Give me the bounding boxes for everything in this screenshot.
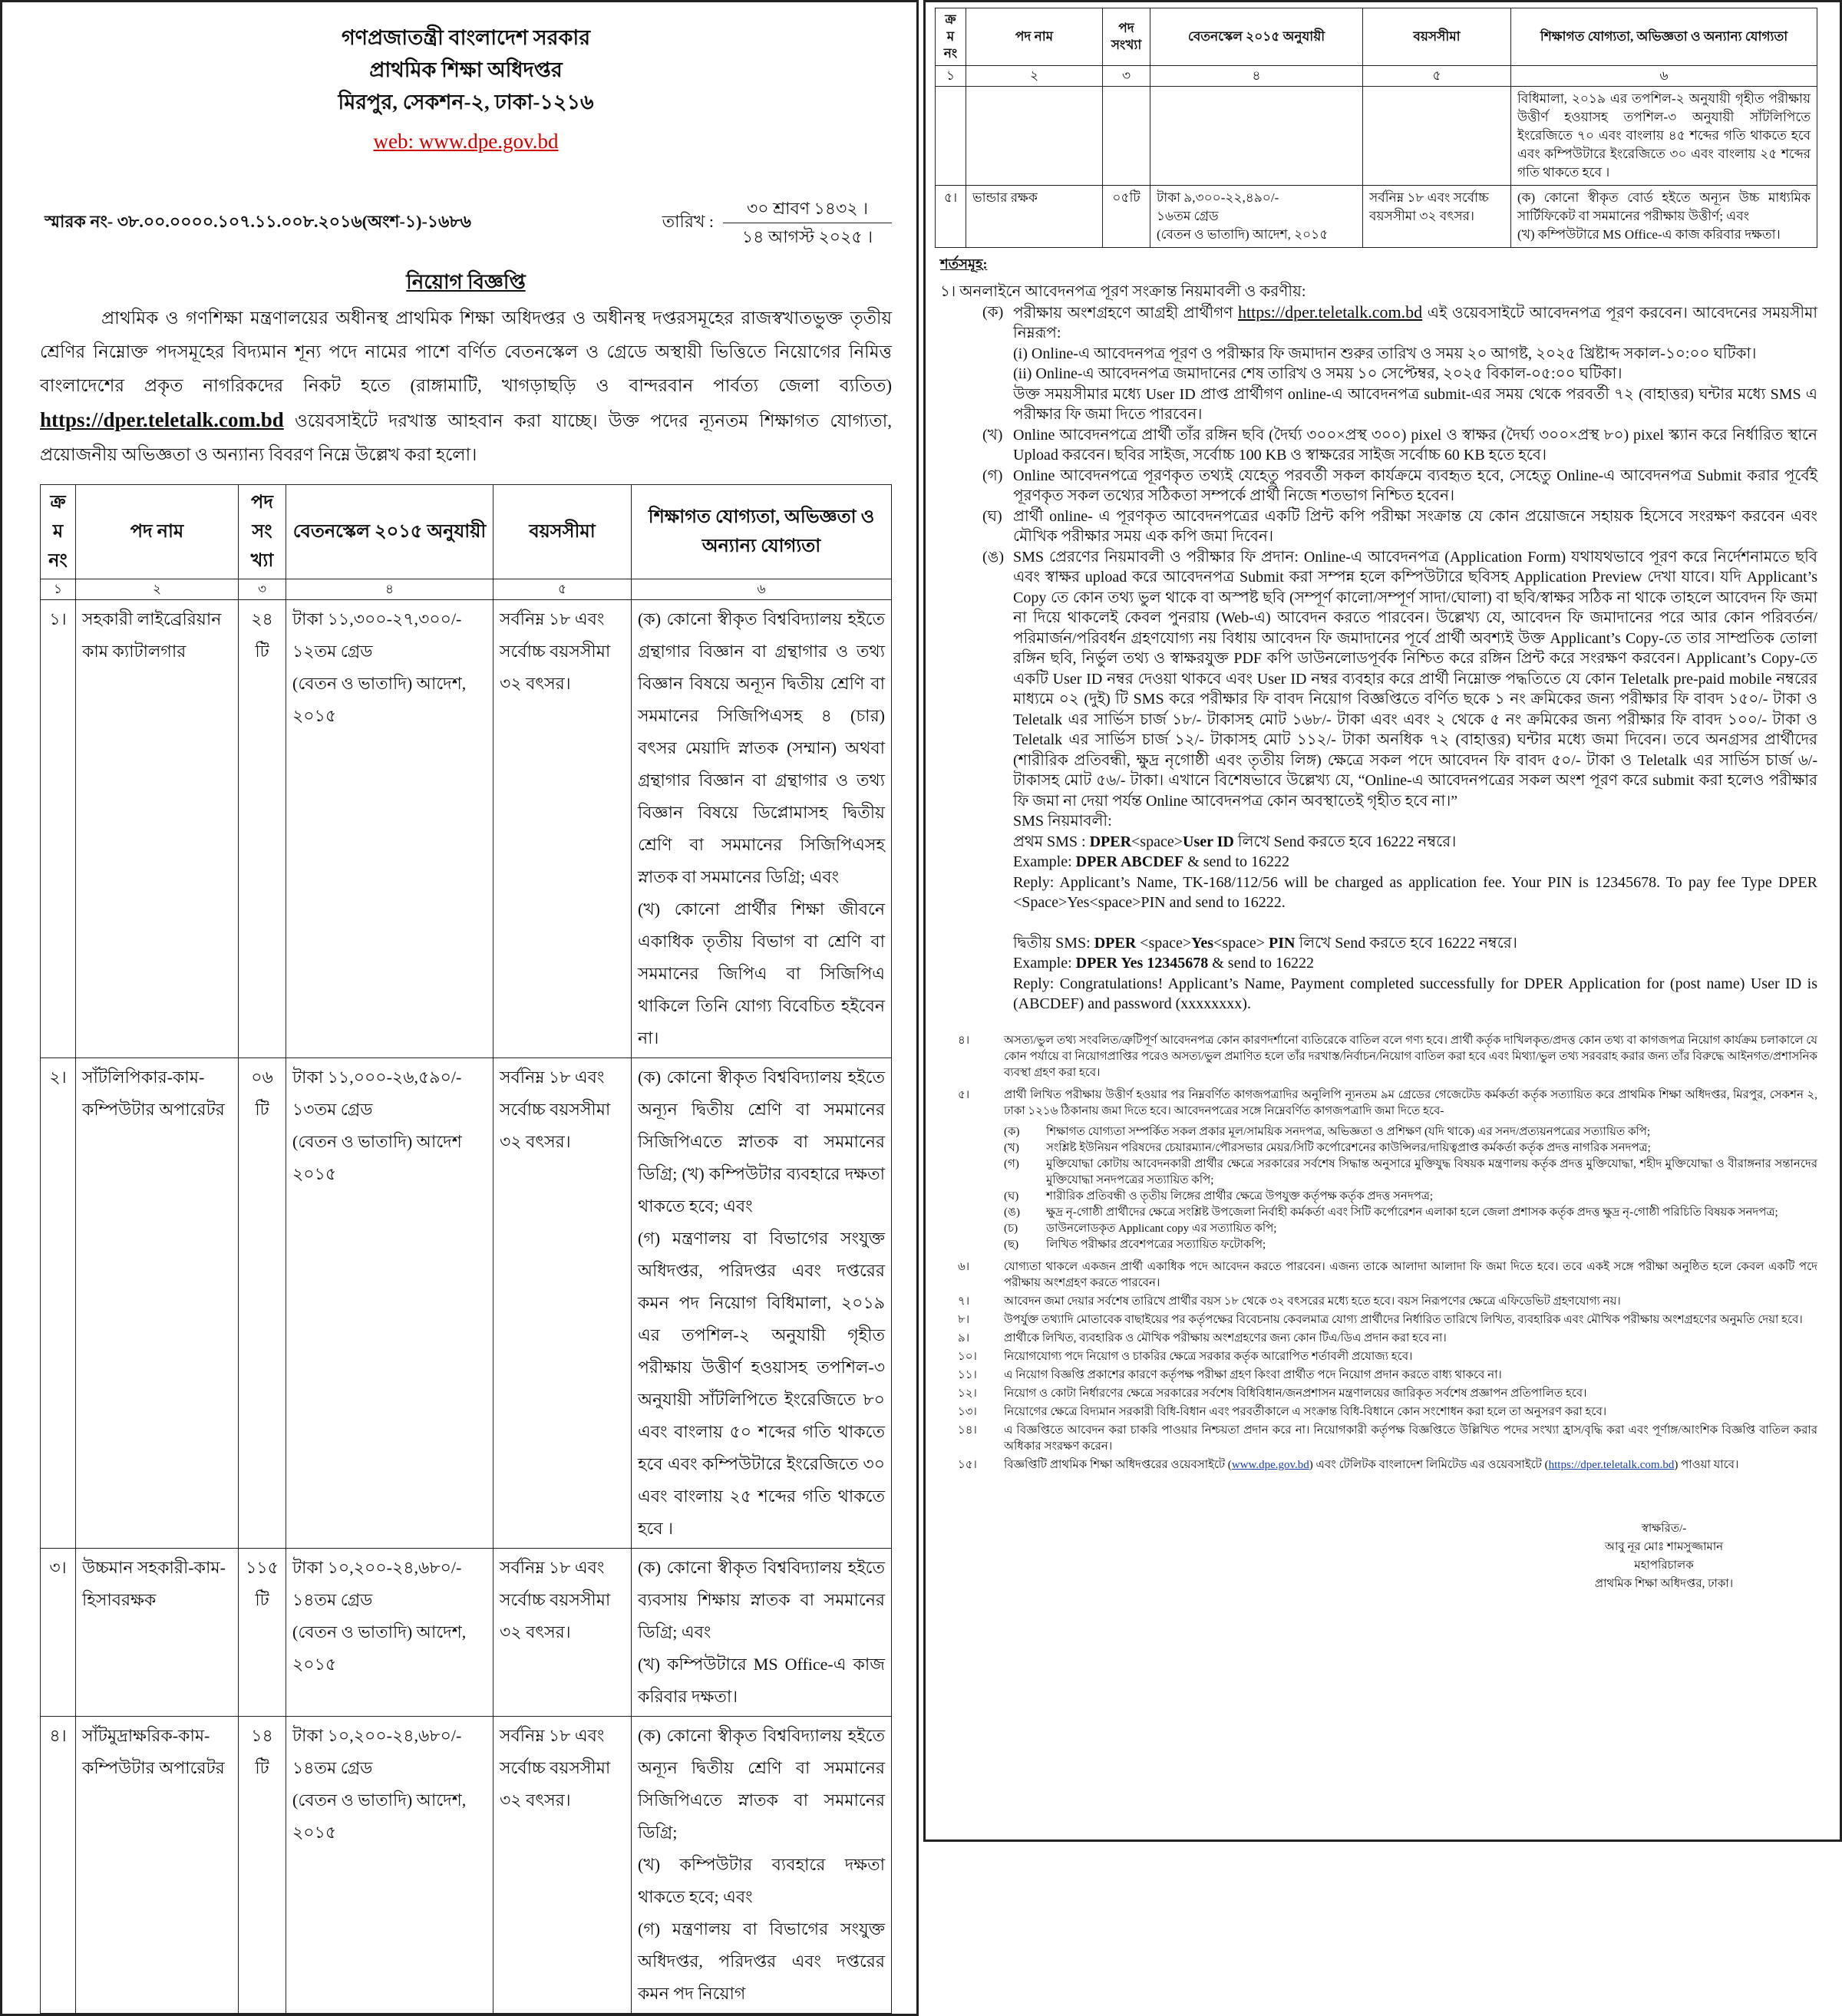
signatory-office: প্রাথমিক শিক্ষা অধিদপ্তর, ঢাকা।	[1594, 1577, 1734, 1590]
post-name: সহকারী লাইব্রেরিয়ান কাম ক্যাটালগার	[76, 600, 239, 1058]
pay-line: (বেতন ও ভাতাদি) আদেশ, ২০১৫	[1157, 227, 1329, 242]
signed-label: স্বাক্ষরিত/-	[1641, 1522, 1687, 1535]
letterhead	[40, 2, 892, 157]
intro-text-end: ওয়েবসাইটে দরখাস্ত আহবান করা যাচ্ছে। উক্ত পদের ন্যূনতম শিক্ষাগত যোগ্যতা, প্রয়োজনীয় অভিজ্ঞতা ও অন্যান্য বিবরণ নিম্নে উল্লেখ করা হলো।	[40, 411, 892, 464]
signatory-name: আবু নূর মোঃ শামসুজ্জামান	[1604, 1540, 1724, 1553]
sms-fee-deadline: উক্ত সময়সীমার মধ্যে User ID প্রাপ্ত প্রার্থীগণ online-এ আবেদনপত্র submit-এর সময় থেকে পরবর্তী ৭২ (বাহাত্তর) ঘন্টার মধ্যে SMS এ পরীক্ষার ফি জমা দিতে পারবেন।	[1013, 385, 1817, 423]
condition-item	[958, 1368, 1817, 1384]
column-header: বয়সসীমা	[1363, 8, 1511, 66]
posts-table-continued	[935, 8, 1817, 248]
pay-line: টাকা ৯,৩০০-২২,৪৯০/-	[1157, 190, 1279, 205]
condition-item	[958, 1386, 1817, 1402]
ka-text-end: এই ওয়েবসাইটে আবেদনপত্র পূরণ করবেন। আবেদনের সময়সীমা নিম্নরূপ:	[1013, 304, 1818, 341]
item-label: (ছ)	[1004, 1238, 1019, 1251]
start-date: (i) Online-এ আবেদনপত্র পূরণ ও পরীক্ষার ফি জমাদান শুরুর তারিখ ও সময় ২০ আগষ্ট, ২০২৫ খ্রিষ্টাব্দ সকাল-১০:০০ ঘটিকা।	[1013, 345, 1757, 362]
table-row	[41, 1717, 892, 2014]
item-text: Online আবেদনপত্রে প্রার্থী তাঁর রঙ্গিন ছবি (দৈর্ঘ্য ৩০০×প্রস্থ ৩০০) pixel ও স্বাক্ষর (দৈর্ঘ্য ৩০০×প্রস্থ ৮০) pixel স্ক্যান করে নির্ধারিত স্থানে Upload করবেন। ছবির সাইজ, সর্বোচ্চ 100 KB ও স্বাক্ষরের সাইজ সর্বোচ্চ 60 KB হতে হবে।	[1013, 426, 1817, 464]
condition-text: নিয়োগের ক্ষেত্রে বিদ্যমান সরকারী বিধি-বিধান এবং পরবর্তীকালে এ সংক্রান্ত বিধি-বিধানে কোন সংশোধন করা হলে তা অনুসরণ করা হবে।	[1004, 1405, 1607, 1418]
column-number: ৬	[1511, 66, 1817, 87]
memo-row	[40, 195, 892, 251]
pay-scale	[1150, 186, 1363, 248]
signatory-designation: মহাপরিচালক	[1634, 1559, 1694, 1572]
document-item	[1004, 1221, 1817, 1237]
column-number: ৫	[1363, 66, 1511, 87]
date-english: ১৪ আগস্ট ২০২৫ ।	[741, 227, 873, 246]
pay-line: ১২তম গ্রেড	[292, 642, 373, 661]
signature-block	[1549, 1519, 1779, 1593]
qualification-item: (খ) কম্পিউটারে MS Office-এ কাজ করিবার দক্ষতা।	[1517, 227, 1781, 242]
age-limit: সর্বনিম্ন ১৮ এবং সর্বোচ্চ বয়সসীমা ৩২ বৎসর।	[494, 1058, 632, 1549]
item-text: মুক্তিযোদ্ধা কোটায় আবেদনকারী প্রার্থীর ক্ষেত্রে সরকারের সর্বশেষ সিদ্ধান্ত অনুসারে মুক্তিযুদ্ধ বিষয়ক মন্ত্রণালয় কর্তৃক প্রদত্ত মুক্তিযোদ্ধা, শহীদ মুক্তিযোদ্ধা ও বীরাঙ্গনার সন্তানদের মুক্তিযোদ্ধা সনদপত্রের সত্যায়িত কপি;	[1046, 1157, 1817, 1186]
serial: ৫।	[936, 186, 966, 248]
qualification	[632, 1058, 892, 1549]
pay-line: টাকা ১০,২০০-২৪,৬৮০/-	[292, 1558, 462, 1577]
table-row-continued	[936, 87, 1817, 186]
qualification	[632, 1717, 892, 2014]
item-label: (ঘ)	[982, 507, 1002, 525]
pay-line: টাকা ১০,২০০-২৪,৬৮০/-	[292, 1726, 462, 1745]
condition-item	[958, 1404, 1817, 1420]
qualification-item: (গ) মন্ত্রণালয় বা বিভাগের সংযুক্ত অধিদপ্তর, পরিদপ্তর এবং দপ্তরের কমন পদ নিয়োগ বিধিমালা, ২০১৯ এর তপশিল-২ অনুযায়ী গৃহীত পরীক্ষায় উত্তীর্ণ হওয়াসহ তপশিল-৩ অনুযায়ী সাঁটলিপিতে ইংরেজিতে ৮০ এবং বাংলায় ৫০ শব্দের গতি থাকতে হবে এবং কম্পিউটারে ইংরেজিতে ৩০ এবং বাংলায় ২৫ শব্দের গতি থাকতে হবে ।	[638, 1229, 885, 1538]
date-block	[662, 195, 892, 251]
qualification-item: (ক) কোনো স্বীকৃত বিশ্ববিদ্যালয় হইতে অন্যূন দ্বিতীয় শ্রেণি বা সমমানের সিজিপিএতে স্নাতক বা সমমানের ডিগ্রি; (খ) কম্পিউটার ব্যবহারে দক্ষতা থাকতে হবে; এবং	[638, 1067, 885, 1216]
column-header: ক্রম নং	[41, 485, 76, 579]
document-item	[1004, 1237, 1817, 1253]
condition-text: যোগ্যতা থাকলে একজন প্রার্থী একাধিক পদে আবেদন করতে পারবেন। এজন্য তাকে আলাদা আলাদা ফি জমা দিতে হবে। তবে একই সঙ্গে পরীক্ষা অনুষ্ঠিত হলে কেবল একটি পদে পরীক্ষায় অংশগ্রহণ করতে পারবেন।	[1004, 1260, 1817, 1289]
condition-text: এ নিয়োগ বিজ্ঞপ্তি প্রকাশের কারণে কর্তৃপক্ষ পরীক্ষা গ্রহণ কিংবা প্রার্থীত পদে নিয়োগ প্রদান করতে বাধ্য থাকবে না।	[1004, 1368, 1502, 1381]
date-label: তারিখ :	[662, 212, 714, 231]
item-label: (ঘ)	[1004, 1189, 1019, 1203]
qualification-continued: বিধিমালা, ২০১৯ এর তপশিল-২ অনুযায়ী গৃহীত পরীক্ষায় উত্তীর্ণ হওয়াসহ তপশিল-৩ অনুযায়ী সাঁটলিপিতে ইংরেজিতে ৭০ এবং বাংলায় ৪৫ শব্দের গতি থাকতে হবে এবং কম্পিউটারে ইংরেজিতে ৩০ এবং বাংলায় ২৫ শব্দের গতি থাকতে হবে ।	[1511, 87, 1817, 186]
item-text: Online আবেদনপত্রে পূরণকৃত তথ্যই যেহেতু পরবর্তী সকল কার্যক্রমে ব্যবহৃত হবে, সেহেতু Online-এ আবেদনপত্র Submit করার পূর্বেই পূরণকৃত সকল তথ্যের সঠিকতা সম্পর্কে প্রার্থী নিজে শতভাগ নিশ্চিত হবেন।	[1013, 467, 1817, 504]
table-row	[936, 186, 1817, 248]
table-header-row	[41, 485, 892, 579]
post-count: ০৬টি	[239, 1058, 286, 1549]
condition-text: আবেদন জমা দেয়ার সর্বশেষ তারিখে প্রার্থীর বয়স ১৮ থেকে ৩২ বৎসরের মধ্যে হতে হবে। বয়স নিরূপণের ক্ষেত্রে এফিডেভিট গ্রহণযোগ্য নয়।	[1004, 1295, 1621, 1308]
dpe-link[interactable]: www.dpe.gov.bd	[1231, 1458, 1309, 1471]
item-text: ডাউনলোডকৃত Applicant copy এর সত্যায়িত কপি;	[1046, 1222, 1277, 1235]
first-sms-reply: Reply: Applicant’s Name, TK-168/112/56 will be charged as application fee. Your PIN is 12345678. To pay fee Type DPER <Space>Yes<space>PIN and send to 16222.	[1013, 873, 1817, 911]
teletalk-link[interactable]: https://dper.teletalk.com.bd	[1238, 302, 1423, 322]
column-number: ১	[41, 579, 76, 600]
age-limit: সর্বনিম্ন ১৮ এবং সর্বোচ্চ বয়সসীমা ৩২ বৎসর।	[1363, 186, 1511, 248]
condition-text: এ বিজ্ঞপ্তিতে আবেদন করা চাকরি পাওয়ার নিশ্চয়তা প্রদান করে না। নিয়োগকারী কর্তৃপক্ষ বিজ্ঞপ্তিতে উল্লিখিত পদের সংখ্যা হ্রাস/বৃদ্ধি করা এবং পূর্ণাঙ্গ/আংশিক বিজ্ঞপ্তি বাতিল করার অধিকার সংরক্ষণ করেন।	[1004, 1424, 1817, 1453]
notice-page-2	[923, 0, 1842, 1842]
posts-table	[40, 484, 892, 2014]
table-row	[41, 1549, 892, 1717]
table-header-row	[936, 8, 1817, 66]
column-number-row	[936, 66, 1817, 87]
table-row	[41, 600, 892, 1058]
column-number: ৩	[239, 579, 286, 600]
column-number-row	[41, 579, 892, 600]
pay-scale	[286, 1717, 494, 2014]
sms-rules	[940, 811, 1817, 1015]
item-label: (গ)	[1004, 1157, 1019, 1170]
column-number: ৬	[632, 579, 892, 600]
teletalk-link[interactable]: https://dper.teletalk.com.bd	[1548, 1458, 1675, 1471]
pay-scale	[286, 1058, 494, 1549]
item-label: (খ)	[982, 426, 1003, 444]
item-text: সংশ্লিষ্ট ইউনিয়ন পরিষদের চেয়ারম্যান/পৌরসভার মেয়র/সিটি কর্পোরেশনের কাউন্সিলর/দায়িত্বপ্রাপ্ত কর্মকর্তা কর্তৃক প্রদত্ত নাগরিক সনদপত্র;	[1046, 1141, 1651, 1154]
column-header: পদ নাম	[966, 8, 1103, 66]
condition-number: ১১।	[958, 1368, 977, 1381]
pay-line: ১৩তম গ্রেড	[292, 1100, 373, 1119]
web-link[interactable]: web: www.dpe.gov.bd	[373, 130, 559, 153]
item-label: (খ)	[1004, 1141, 1019, 1154]
document-item	[1004, 1205, 1817, 1221]
ka-text: পরীক্ষায় অংশগ্রহণে আগ্রহী প্রার্থীগণ	[1013, 304, 1233, 322]
conditions-heading: শর্তসমূহ:	[940, 256, 988, 272]
serial: ৪।	[41, 1717, 76, 2014]
notice-page-1	[0, 0, 919, 2016]
condition-text: নিয়োগ ও কোটা নির্ধারণের ক্ষেত্রে সরকারের সর্বশেষ বিধিবিধান/জনপ্রশাসন মন্ত্রণালয়ের জারিকৃত সর্বশেষ প্রজ্ঞাপন প্রতিপালিত হবে।	[1004, 1387, 1587, 1400]
item-text: শিক্ষাগত যোগ্যতা সম্পর্কিত সকল প্রকার মূল/সাময়িক সনদপত্র, অভিজ্ঞতা ও প্রশিক্ষণ (যদি থাকে) এর সনদ/প্রত্যয়নপত্রের সত্যায়িত কপি;	[1046, 1125, 1651, 1138]
memo-number: স্মারক নং- ৩৮.০০.০০০০.১০৭.১১.০০৮.২০১৬(অংশ-১)-১৬৮৬	[45, 212, 471, 231]
column-header: ক্রম নং	[936, 8, 966, 66]
condition-1-item	[940, 506, 1817, 547]
first-sms: প্রথম SMS : DPER<space>User ID লিখে Send করতে হবে 16222 নম্বরে।	[1013, 833, 1457, 850]
qualification	[1511, 186, 1817, 248]
condition-item	[958, 1312, 1817, 1328]
document-item	[1004, 1156, 1817, 1189]
condition-number: ৯।	[958, 1331, 970, 1345]
condition-1-item	[940, 466, 1817, 506]
second-sms-example: Example: DPER Yes 12345678 & send to 16222	[1013, 955, 1315, 972]
condition-5: ৫। প্রার্থী লিখিত পরীক্ষায় উত্তীর্ণ হওয়ার পর নিম্নবর্ণিত কাগজপত্রাদির অনুলিপি ন্যূনতম ৯ম গ্রেডের গেজেটেড কর্মকর্তা কর্তৃক সত্যায়িত করে প্রাথমিক শিক্ষা অধিদপ্তর, মিরপুর, সেকশন ২, ঢাকা ১২১৬ ঠিকানায় জমা দিতে হবে। আবেদনপত্রের সঙ্গে নিম্নেবর্ণিত কাগজপত্রাদি জমা দিতে হবে-	[958, 1088, 1817, 1117]
condition-number: ১০।	[958, 1350, 977, 1363]
condition-number: ১৩।	[958, 1405, 977, 1418]
column-header: শিক্ষাগত যোগ্যতা, অভিজ্ঞতা ও অন্যান্য যোগ্যতা	[632, 485, 892, 579]
qualification-item: (ক) কোনো স্বীকৃত বিশ্ববিদ্যালয় হইতে অন্যূন দ্বিতীয় শ্রেণি বা সমমানের সিজিপিএতে স্নাতক বা সমমানের ডিগ্রি;	[638, 1726, 885, 1842]
pay-line: (বেতন ও ভাতাদি) আদেশ, ২০১৫	[292, 1622, 467, 1674]
table-row	[41, 1058, 892, 1549]
item-label: (ক)	[982, 303, 1004, 321]
condition-number: ৮।	[958, 1313, 970, 1326]
column-number: ৩	[1103, 66, 1150, 87]
pay-scale	[286, 600, 494, 1058]
intro-paragraph	[40, 302, 892, 472]
condition-4: ৪। অসত্য/ভুল তথ্য সংবলিত/ত্রুটিপূর্ণ আবেদনপত্র কোন কারণদর্শানো ব্যতিরেকে বাতিল বলে গণ্য হবে। প্রার্থী কর্তৃক দাখিলকৃত/প্রদত্ত কোন তথ্য বা কাগজপত্র নিয়োগ কার্যক্রম চলাকালে যে কোন পর্যায়ে বা নিয়োগপ্রাপ্তির পরেও অসত্য/ভুল প্রমাণিত হলে তাঁর দরখাস্ত/নির্বাচন/নিয়োগ বাতিল করা হবে এবং মিথ্যা/ভুল তথ্য সরবরাহ করার জন্য তাঁর বিরুদ্ধে আইনগত/প্রশাসনিক ব্যবস্থা গ্রহণ করা হবে।	[958, 1034, 1817, 1079]
pay-line: টাকা ১১,৩০০-২৭,৩০০/-	[292, 609, 462, 629]
condition-item	[958, 1294, 1817, 1310]
column-number: ৫	[494, 579, 632, 600]
office-name: প্রাথমিক শিক্ষা অধিদপ্তর	[369, 58, 563, 81]
pay-line: ১৬তম গ্রেড	[1157, 209, 1219, 223]
column-header: পদ সংখ্যা	[239, 485, 286, 579]
condition-1-ka	[940, 302, 1817, 425]
item-text: প্রার্থী online- এ পূরণকৃত আবেদনপত্রের একটি প্রিন্ট কপি পরীক্ষা সংক্রান্ত যে কোন প্রয়োজনে সহায়ক হিসেবে সংরক্ষণ করবেন এবং মৌখিক পরীক্ষার সময় এক কপি জমা দিবেন।	[1013, 507, 1817, 545]
pay-line: (বেতন ও ভাতাদি) আদেশ ২০১৫	[292, 1132, 462, 1183]
office-address: মিরপুর, সেকশন-২, ঢাকা-১২১৬	[338, 91, 594, 114]
pay-line: ১৪তম গ্রেড	[292, 1590, 373, 1609]
qualification-item: (ক) কোনো স্বীকৃত বিশ্ববিদ্যালয় হইতে ব্যবসায় শিক্ষায় স্নাতক বা সমমানের ডিগ্রি; এবং	[638, 1558, 885, 1642]
pay-scale	[286, 1549, 494, 1717]
gov-name: গণপ্রজাতন্ত্রী বাংলাদেশ সরকার	[341, 26, 591, 49]
teletalk-link[interactable]: https://dper.teletalk.com.bd	[40, 408, 284, 431]
condition-text: নিয়োগযোগ্য পদে নিয়োগ ও চাকরির ক্ষেত্রে সরকার কর্তৃক আরোপিত শর্তাবলী প্রযোজ্য হবে।	[1004, 1350, 1413, 1363]
condition-item	[958, 1331, 1817, 1347]
sms-rules-title: SMS নিয়মাবলী:	[1013, 813, 1112, 830]
qualification-item: (খ) কম্পিউটার ব্যবহারে দক্ষতা থাকতে হবে; এবং	[638, 1855, 885, 1906]
item-label: (চ)	[1004, 1222, 1018, 1235]
qualification-item: (খ) কম্পিউটারে MS Office-এ কাজ করিবার দক্ষতা।	[638, 1655, 885, 1706]
column-number: ৪	[286, 579, 494, 600]
condition-1-title: ১। অনলাইনে আবেদনপত্র পূরণ সংক্রান্ত নিয়মাবলী ও করণীয়:	[940, 283, 1306, 300]
condition-text: প্রার্থীকে লিখিত, ব্যবহারিক ও মৌখিক পরীক্ষায় অংশগ্রহণের জন্য কোন টিএ/ডিএ প্রদান করা হবে না।	[1004, 1331, 1447, 1345]
column-number: ২	[76, 579, 239, 600]
pay-line: টাকা ১১,০০০-২৬,৫৯০/-	[292, 1067, 462, 1087]
end-date: (ii) Online-এ আবেদনপত্র জমাদানের শেষ তারিখ ও সময় ১০ সেপ্টেম্বর, ২০২৫ বিকাল-০৫:০০ ঘটিকা।	[1013, 365, 1622, 382]
column-header: পদ সংখ্যা	[1103, 8, 1150, 66]
column-header: বেতনস্কেল ২০১৫ অনুযায়ী	[286, 485, 494, 579]
column-number: ৪	[1150, 66, 1363, 87]
condition-number: ৬।	[958, 1260, 970, 1273]
post-count: ২৪ টি	[239, 600, 286, 1058]
post-count: ১৪টি	[239, 1717, 286, 2014]
pay-line: (বেতন ও ভাতাদি) আদেশ, ২০১৫	[292, 1790, 467, 1842]
serial: ২।	[41, 1058, 76, 1549]
condition-item	[958, 1259, 1817, 1292]
pay-line: ১৪তম গ্রেড	[292, 1758, 373, 1777]
column-header: শিক্ষাগত যোগ্যতা, অভিজ্ঞতা ও অন্যান্য যোগ্যতা	[1511, 8, 1817, 66]
item-text: ক্ষুদ্র নৃ-গোষ্ঠী প্রার্থীদের ক্ষেত্রে সংশ্লিষ্ট উপজেলা নির্বাহী কর্মকর্তা এবং সিটি কর্পোরেশন এলাকা হলে জেলা প্রশাসক কর্তৃক প্রদত্ত ক্ষুদ্র নৃ-গোষ্ঠী পরিচিতি বিষয়ক সনদপত্র;	[1046, 1206, 1778, 1219]
column-number: ২	[966, 66, 1103, 87]
qualification-item: (ক) কোনো স্বীকৃত বিশ্ববিদ্যালয় হইতে গ্রন্থাগার বিজ্ঞান বা গ্রন্থাগার ও তথ্য বিজ্ঞান বিষয়ে অন্যূন দ্বিতীয় শ্রেণি বা সমমানের সিজিপিএসহ ৪ (চার) বৎসর মেয়াদি স্নাতক (সম্মান) অথবা গ্রন্থাগার বিজ্ঞান বা গ্রন্থাগার ও তথ্য বিজ্ঞান বিষয়ে ডিপ্লোমাসহ দ্বিতীয় শ্রেণি বা সমমানের সিজিপিএসহ স্নাতক বা সমমানের ডিগ্রি; এবং	[638, 609, 885, 886]
post-name: উচ্চমান সহকারী-কাম- হিসাবরক্ষক	[76, 1549, 239, 1717]
conditions-rest	[958, 1033, 1817, 1473]
pay-line: (বেতন ও ভাতাদি) আদেশ, ২০১৫	[292, 674, 467, 725]
qualification	[632, 600, 892, 1058]
qualification	[632, 1549, 892, 1717]
column-header: বেতনস্কেল ২০১৫ অনুযায়ী	[1150, 8, 1363, 66]
condition-1-item	[940, 547, 1817, 812]
intro-text: প্রাথমিক ও গণশিক্ষা মন্ত্রণালয়ের অধীনস্থ প্রাথমিক শিক্ষা অধিদপ্তর ও অধীনস্থ দপ্তরসমূহের রাজস্বখাতভুক্ত তৃতীয় শ্রেণির নিম্নোক্ত পদসমূহের বিদ্যমান শূন্য পদে নামের পাশে বর্ণিত বেতনস্কেল ও গ্রেডে অস্থায়ী ভিত্তিতে নিয়োগের নিমিত্ত বাংলাদেশের প্রকৃত নাগরিকদের নিকট হতে (রাঙ্গামাটি, খাগড়াছড়ি ও বান্দরবান পার্বত্য জেলা ব্যতিত)	[40, 309, 892, 395]
date-bengali: ৩০ শ্রাবণ ১৪৩২ ।	[723, 195, 892, 223]
condition-item	[958, 1423, 1817, 1455]
condition-number: ৭।	[958, 1295, 970, 1308]
column-header: বয়সসীমা	[494, 485, 632, 579]
item-label: (ঙ)	[982, 548, 1004, 566]
serial: ৩।	[41, 1549, 76, 1717]
age-limit: সর্বনিম্ন ১৮ এবং সর্বোচ্চ বয়সসীমা ৩২ বৎসর।	[494, 1717, 632, 2014]
item-label: (ক)	[1004, 1125, 1020, 1138]
column-number: ১	[936, 66, 966, 87]
item-label: (গ)	[982, 467, 1003, 484]
dates	[723, 195, 892, 251]
notice-title: নিয়োগ বিজ্ঞপ্তি	[406, 271, 526, 293]
item-text: লিখিত পরীক্ষার প্রবেশপত্রের সত্যায়িত ফটোকপি;	[1046, 1238, 1266, 1251]
item-label: (ঙ)	[1004, 1206, 1020, 1219]
document-item	[1004, 1189, 1817, 1205]
second-sms-reply: Reply: Congratulations! Applicant’s Name, Payment completed successfully for DPER Application for (post name) User ID is (ABCDEF) and password (xxxxxxxx).	[1013, 975, 1817, 1012]
item-text: শারীরিক প্রতিবন্ধী ও তৃতীয় লিঙ্গের প্রার্থীর ক্ষেত্রে উপযুক্ত কর্তৃপক্ষ কর্তৃক প্রদত্ত সনদপত্র;	[1046, 1189, 1434, 1203]
item-text: SMS প্রেরণের নিয়মাবলী ও পরীক্ষার ফি প্রদান: Online-এ আবেদনপত্র (Application Form) যথাযথভাবে পূরণ করে নির্দেশনামতে ছবি এবং স্বাক্ষর upload করে আবেদনপত্র Submit করা সম্পন্ন হলে কম্পিউটারে ছবিসহ Application Preview দেখা যাবে। যদি Applicant’s Copy তে কোন তথ্য ভুল থাকে বা অস্পষ্ট ছবি (সম্পূর্ণ কালো/সম্পূর্ণ সাদা/ঘোলা) বা ছবি/স্বাক্ষর সঠিক না থাকে তাহলে আবেদন ফি জমা না দিয়ে থাকলেই কেবল পুনরায় (Web-এ) আবেদন করতে পারবেন। উল্লেখ্য যে, আবেদন ফি জমাদানের পরে আর কোন পরিবর্তন/পরিমার্জন/পরিবর্ধন গ্রহণযোগ্য নয় বিধায় আবেদন ফি জমাদানের পূর্বে প্রার্থী অবশ্যই উক্ত Applicant’s Copy-তে তার সাম্প্রতিক তোলা রঙ্গিন ছবি, নির্ভুল তথ্য ও স্বাক্ষরযুক্ত PDF কপি ডাউনলোডপূর্বক নিশ্চিত করে রঙ্গিন প্রিন্ট করে সংরক্ষণ করবেন। Applicant’s Copy-তে একটি User ID নম্বর দেওয়া থাকবে এবং User ID নম্বর ব্যবহার করে প্রার্থী নিম্নোক্ত পদ্ধতিতে যে কোন Teletalk pre-paid mobile নম্বরের মাধ্যমে ০২ (দুই) টি SMS করে পরীক্ষার ফি বাবদ নিয়োগ বিজ্ঞপ্তিতে বর্ণিত ছকে ১ নং ক্রমিকের জন্য পরীক্ষার ফি বাবদ ১৫০/- টাকা ও Teletalk এর সার্ভিস চার্জ ১৮/- টাকাসহ মোট ১৬৮/- টাকা এবং এবং ২ থেকে ৫ নং ক্রমিকের জন্য পরীক্ষার ফি বাবদ ১০০/- টাকা ও Teletalk এর সার্ভিস চার্জ ১২/- টাকাসহ মোট ১১২/- টাকা অনধিক ৭২ (বাহাত্তর) ঘন্টার মধ্যে জমা দিবেন। তবে অনগ্রসর প্রার্থীদের (শারীরিক প্রতিবন্ধী, ক্ষুদ্র নৃগোষ্ঠী এবং তৃতীয় লিঙ্গ) ক্ষেত্রে সকল পদে আবেদন ফি বাবদ ৫০/- টাকা ও Teletalk এর সার্ভিস চার্জ ৬/- টাকাসহ মোট ৫৬/- টাকা। এখানে বিশেষভাবে উল্লেখ্য যে, “Online-এ আবেদনপত্রের সকল অংশ পূরণ করে submit করা হলেও পরীক্ষার ফি জমা না দেয়া পর্যন্ত Online আবেদনপত্র কোন অবস্থাতেই গৃহীত হবে না।”	[1013, 548, 1817, 810]
post-name: ভান্ডার রক্ষক	[966, 186, 1103, 248]
condition-1-item	[940, 425, 1817, 466]
post-name: সাঁটলিপিকার-কাম-কম্পিউটার অপারেটর	[76, 1058, 239, 1549]
qualification-item: (খ) কোনো প্রার্থীর শিক্ষা জীবনে একাধিক তৃতীয় বিভাগ বা শ্রেণি বা সমমানের জিপিএ বা সিজিপিএ থাকিলে তিনি যোগ্য বিবেচিত হইবেন না।	[638, 899, 885, 1048]
serial: ১।	[41, 600, 76, 1058]
condition-number: ১২।	[958, 1387, 977, 1400]
first-sms-example: Example: DPER ABCDEF & send to 16222	[1013, 853, 1289, 870]
post-name: সাঁটমুদ্রাক্ষরিক-কাম-কম্পিউটার অপারেটর	[76, 1717, 239, 2014]
condition-item	[958, 1349, 1817, 1365]
qualification-item: (ক) কোনো স্বীকৃত বোর্ড হইতে অন্যূন উচ্চ মাধ্যমিক সার্টিফিকেট বা সমমানের পরীক্ষায় উত্তীর্ণ; এবং	[1517, 190, 1811, 223]
qualification-item: (গ) মন্ত্রণালয় বা বিভাগের সংযুক্ত অধিদপ্তর, পরিদপ্তর এবং দপ্তরের কমন পদ নিয়োগ	[638, 1919, 885, 2003]
document-item	[1004, 1140, 1817, 1156]
condition-text: উপর্যুক্ত তথ্যাদি মোতাবেক বাছাইয়ের পর কর্তৃপক্ষের বিবেচনায় কেবলমাত্র যোগ্য প্রার্থীদের নির্ধারিত তারিখে লিখিত, ব্যবহারিক এবং মৌখিক পরীক্ষায় অংশগ্রহণের অনুমতি দেয়া হবে।	[1004, 1313, 1803, 1326]
second-sms: দ্বিতীয় SMS: DPER <space>Yes<space> PIN লিখে Send করতে হবে 16222 নম্বরে।	[1013, 934, 1517, 952]
post-count: ০৫টি	[1103, 186, 1150, 248]
condition-number: ১৪।	[958, 1424, 977, 1437]
age-limit: সর্বনিম্ন ১৮ এবং সর্বোচ্চ বয়সসীমা ৩২ বৎসর।	[494, 600, 632, 1058]
document-item	[1004, 1124, 1817, 1140]
condition-15: ১৫। বিজ্ঞপ্তিটি প্রাথমিক শিক্ষা অধিদপ্তরের ওয়েবসাইটে (www.dpe.gov.bd) এবং টেলিটক বাংলাদেশ লিমিটেড এর ওয়েবসাইটে (https://dper.teletalk.com.bd) পাওয়া যাবে।	[958, 1458, 1739, 1471]
post-count: ১১৫টি	[239, 1549, 286, 1717]
column-header: পদ নাম	[76, 485, 239, 579]
age-limit: সর্বনিম্ন ১৮ এবং সর্বোচ্চ বয়সসীমা ৩২ বৎসর।	[494, 1549, 632, 1717]
condition-1	[940, 282, 1817, 1015]
